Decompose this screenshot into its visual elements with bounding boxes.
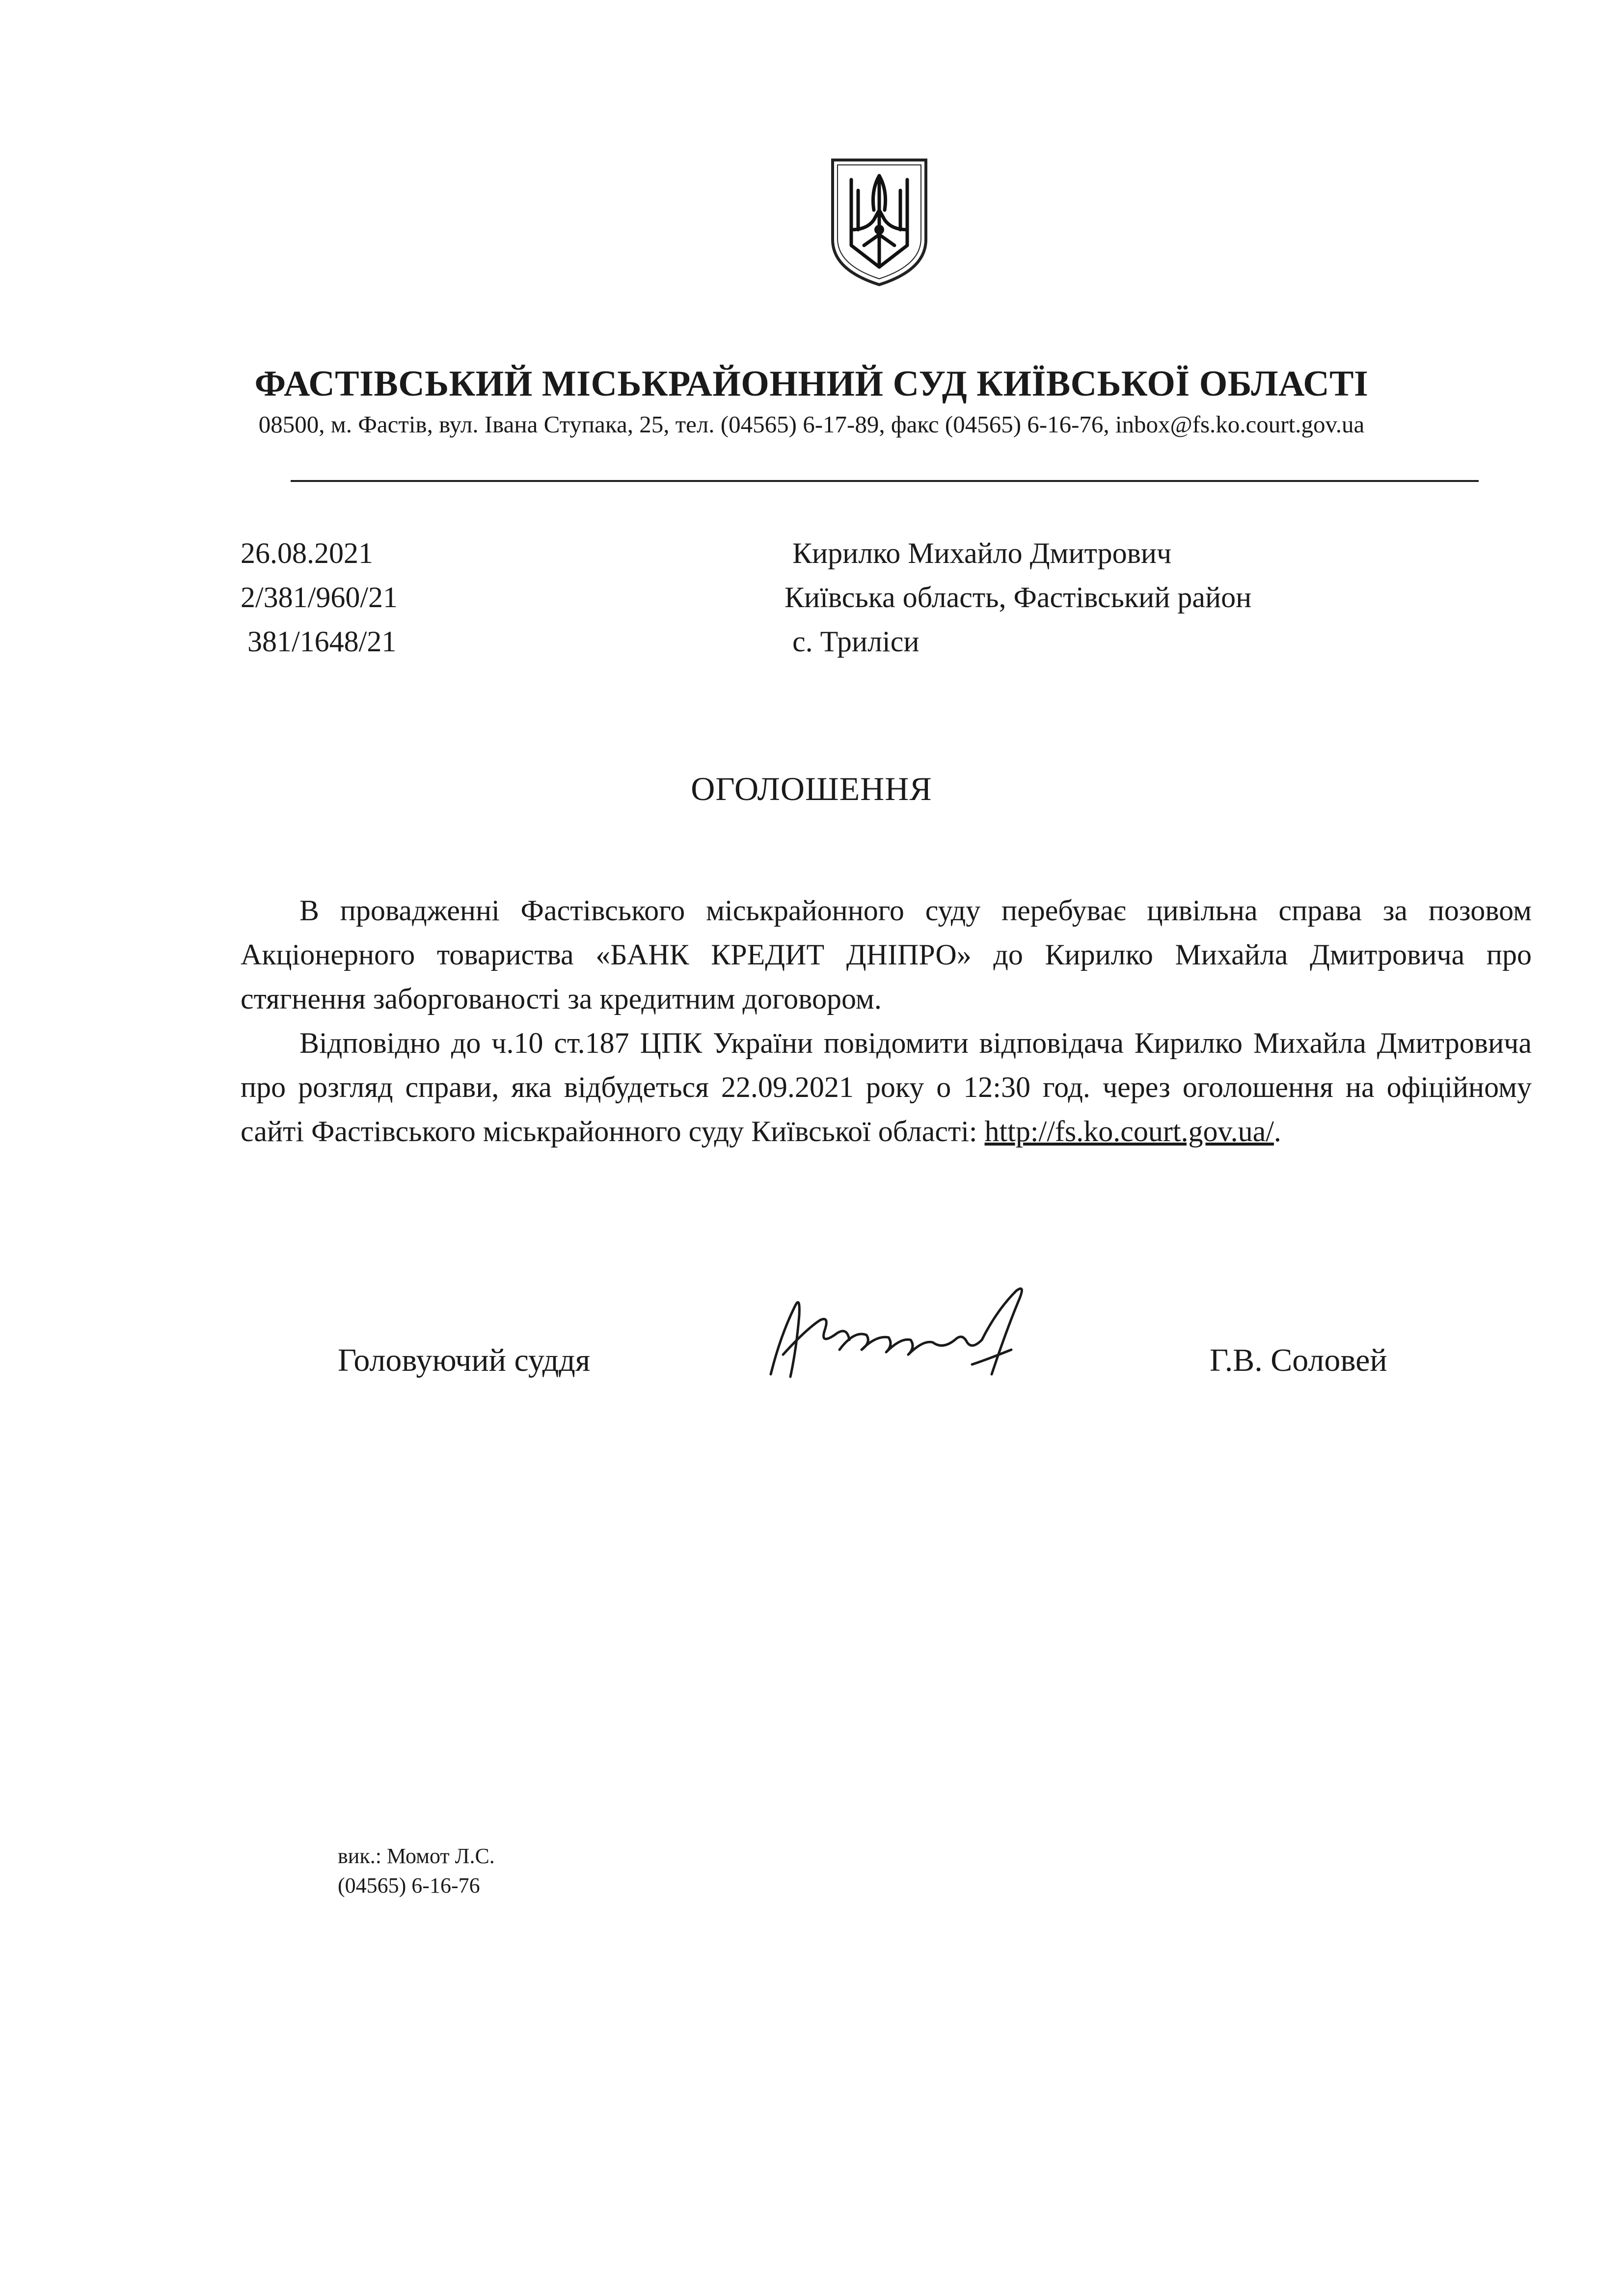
handwritten-signature bbox=[761, 1276, 1055, 1389]
recipient-region: Київська область, Фастівський район bbox=[784, 581, 1252, 614]
signer-role: Головуючий суддя bbox=[338, 1342, 591, 1378]
recipient-address bbox=[784, 531, 1251, 664]
notice-heading: ОГОЛОШЕННЯ bbox=[691, 770, 932, 807]
signer-name: Г.В. Соловей bbox=[1210, 1342, 1387, 1378]
notice-body bbox=[241, 888, 1532, 1153]
executor-info bbox=[338, 1842, 495, 1900]
outgoing-number: 381/1648/21 bbox=[247, 625, 397, 658]
case-number: 2/381/960/21 bbox=[241, 581, 398, 614]
header-divider bbox=[291, 480, 1479, 482]
court-website-link[interactable]: http://fs.ko.court.gov.ua/ bbox=[984, 1115, 1274, 1148]
document-meta bbox=[241, 531, 398, 664]
notice-paragraph-2-text: Відповідно до ч.10 ст.187 ЦПК України повідомити відповідача Кирилко Михайла Дмитровича про розгляд справи, яка відбудеться 22.09.2021 року о 12:30 год. через оголошення на офіційному сайті Фастівського міськрайонного суду Київської області: bbox=[241, 1027, 1532, 1148]
recipient-village: с. Триліси bbox=[792, 625, 920, 658]
notice-paragraph-1: В провадженні Фастівського міськрайонного суду перебуває цивільна справа за позовом Акціонерного товариства «БАНК КРЕДИТ ДНІПРО» до Кирилко Михайла Дмитровича про стягнення заборгованості за кредитним договором. bbox=[241, 894, 1532, 1015]
trident-coat-of-arms-icon bbox=[829, 156, 930, 288]
executor-phone: (04565) 6-16-76 bbox=[338, 1873, 480, 1897]
court-name: ФАСТІВСЬКИЙ МІСЬКРАЙОННИЙ СУД КИЇВСЬКОЇ ОБЛАСТІ bbox=[254, 364, 1369, 404]
notice-paragraph-2 bbox=[241, 1021, 1532, 1153]
court-address: 08500, м. Фастів, вул. Івана Ступака, 25, тел. (04565) 6-17-89, факс (04565) 6-16-76, inbox@fs.ko.court.gov.ua bbox=[258, 411, 1365, 438]
document-date: 26.08.2021 bbox=[241, 537, 373, 569]
executor-name: вик.: Момот Л.С. bbox=[338, 1844, 495, 1868]
notice-paragraph-2-end: . bbox=[1273, 1115, 1281, 1148]
recipient-name: Кирилко Михайло Дмитрович bbox=[792, 537, 1172, 569]
